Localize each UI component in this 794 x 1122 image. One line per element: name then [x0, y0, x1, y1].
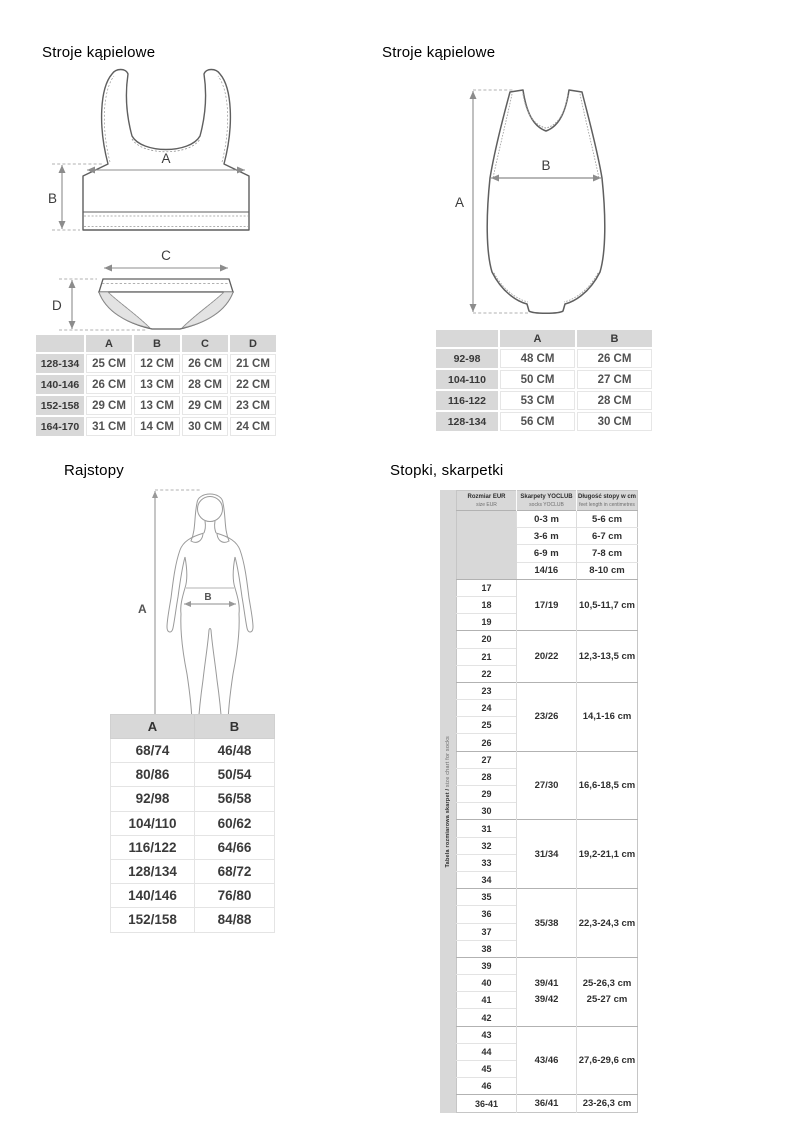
measurement-cell: 28 CM — [182, 375, 228, 394]
header-row — [457, 491, 638, 511]
yoclub-size-cell: 0-3 m — [517, 511, 577, 528]
size-eur-cell: 38 — [457, 940, 517, 957]
dim-label-a: A — [138, 602, 147, 616]
size-cell: 128/134 — [111, 859, 195, 883]
tights-size-table — [110, 714, 275, 933]
size-cell: 60/62 — [195, 811, 275, 835]
yoclub-size-cell: 14/16 — [517, 562, 577, 579]
size-eur-cell: 40 — [457, 975, 517, 992]
foot-length-cell: 19,2-21,1 cm — [577, 820, 638, 889]
column-header: B — [195, 715, 275, 739]
yoclub-size-cell — [517, 957, 577, 1026]
foot-length-cell: 5-6 cm — [577, 511, 638, 528]
size-eur-cell: 32 — [457, 837, 517, 854]
column-header: A — [111, 715, 195, 739]
column-header — [457, 491, 517, 511]
column-header-en: size EUR — [476, 501, 497, 508]
yoclub-size-line: 39/41 — [534, 977, 559, 989]
measurement-cell: 56 CM — [500, 412, 575, 431]
table-row — [457, 682, 638, 699]
size-eur-cell — [457, 511, 517, 580]
measurement-cell: 21 CM — [230, 354, 276, 373]
foot-length-stack — [577, 958, 637, 1026]
size-cell: 76/80 — [195, 884, 275, 908]
size-range-cell: 152-158 — [36, 396, 84, 415]
yoclub-size-line: 39/42 — [534, 993, 559, 1005]
size-eur-cell: 17 — [457, 579, 517, 596]
column-header: B — [134, 335, 180, 352]
foot-length-cell: 12,3-13,5 cm — [577, 631, 638, 683]
column-header-pl: Długość stopy w cm — [578, 494, 637, 500]
measurement-cell: 25 CM — [86, 354, 132, 373]
column-header-pl: Rozmiar EUR — [467, 494, 506, 500]
dim-label-a: A — [455, 195, 465, 210]
column-header: B — [577, 330, 652, 347]
table-row — [457, 957, 638, 974]
size-eur-cell: 43 — [457, 1026, 517, 1043]
measurement-cell: 29 CM — [86, 396, 132, 415]
measurement-cell: 13 CM — [134, 375, 180, 394]
foot-length-cell: 16,6-18,5 cm — [577, 751, 638, 820]
size-eur-cell: 24 — [457, 700, 517, 717]
size-cell: 50/54 — [195, 763, 275, 787]
size-cell: 84/88 — [195, 908, 275, 932]
column-header-en: socks YOCLUB — [529, 501, 564, 508]
measurement-cell: 29 CM — [182, 396, 228, 415]
size-eur-cell: 22 — [457, 665, 517, 682]
size-eur-cell: 39 — [457, 957, 517, 974]
foot-length-cell: 23-26,3 cm — [577, 1095, 638, 1112]
socks-side-strip — [440, 490, 456, 1113]
foot-length-cell — [577, 957, 638, 1026]
size-eur-cell: 19 — [457, 614, 517, 631]
header-row — [36, 335, 276, 352]
size-range-cell: 140-146 — [36, 375, 84, 394]
size-range-cell: 104-110 — [436, 370, 498, 389]
table-row — [111, 884, 275, 908]
table-row — [457, 1095, 638, 1112]
measurement-cell: 14 CM — [134, 417, 180, 436]
yoclub-size-cell: 36/41 — [517, 1095, 577, 1112]
tights-figure-diagram — [118, 484, 283, 740]
foot-length-cell: 14,1-16 cm — [577, 682, 638, 751]
foot-length-cell: 8-10 cm — [577, 562, 638, 579]
header-row — [436, 330, 652, 347]
column-header-en: feet length in centimetres — [579, 501, 635, 508]
table-row — [457, 820, 638, 837]
measurement-cell: 26 CM — [86, 375, 132, 394]
table-row — [457, 511, 638, 528]
section-title-tights: Rajstopy — [64, 462, 124, 479]
size-eur-cell: 18 — [457, 596, 517, 613]
table-row — [457, 579, 638, 596]
measurement-cell: 22 CM — [230, 375, 276, 394]
size-cell: 46/48 — [195, 739, 275, 763]
yoclub-size-cell: 20/22 — [517, 631, 577, 683]
yoclub-size-stack — [517, 958, 576, 1026]
table-row — [436, 412, 652, 431]
size-range-cell: 128-134 — [436, 412, 498, 431]
size-eur-cell: 42 — [457, 1009, 517, 1026]
table-row — [111, 787, 275, 811]
bikini-bottom-band — [99, 279, 233, 292]
section-title-bikini: Stroje kąpielowe — [42, 44, 156, 61]
measurement-cell: 28 CM — [577, 391, 652, 410]
table-row — [436, 370, 652, 389]
bikini-size-table — [34, 333, 278, 438]
size-eur-cell: 20 — [457, 631, 517, 648]
size-cell: 64/66 — [195, 835, 275, 859]
size-eur-cell: 41 — [457, 992, 517, 1009]
table-row — [111, 859, 275, 883]
measurement-cell: 30 CM — [182, 417, 228, 436]
size-cell: 140/146 — [111, 884, 195, 908]
size-eur-cell: 34 — [457, 871, 517, 888]
dim-label-c: C — [161, 248, 171, 263]
foot-length-cell: 10,5-11,7 cm — [577, 579, 638, 631]
table-row — [111, 763, 275, 787]
size-cell: 92/98 — [111, 787, 195, 811]
section-title-socks: Stopki, skarpetki — [390, 462, 504, 479]
table-row — [111, 739, 275, 763]
size-cell: 116/122 — [111, 835, 195, 859]
table-row — [436, 349, 652, 368]
foot-length-line: 25-26,3 cm — [582, 977, 632, 989]
dim-label-b: B — [204, 592, 212, 603]
onepiece-diagram — [425, 66, 660, 326]
size-eur-cell: 45 — [457, 1061, 517, 1078]
dim-label-b: B — [541, 158, 551, 173]
size-eur-cell: 23 — [457, 682, 517, 699]
table-row — [36, 417, 276, 436]
measurement-cell: 48 CM — [500, 349, 575, 368]
size-cell: 56/58 — [195, 787, 275, 811]
size-eur-cell: 30 — [457, 803, 517, 820]
size-cell: 104/110 — [111, 811, 195, 835]
foot-length-cell: 7-8 cm — [577, 545, 638, 562]
socks-side-label: Tabela rozmiarowa skarpet / size chart for socks — [445, 735, 451, 868]
dim-label-a: A — [161, 151, 171, 166]
measurement-cell: 26 CM — [577, 349, 652, 368]
corner-cell — [436, 330, 498, 347]
size-cell: 68/74 — [111, 739, 195, 763]
size-eur-cell: 44 — [457, 1043, 517, 1060]
yoclub-size-cell: 6-9 m — [517, 545, 577, 562]
socks-size-table — [456, 490, 638, 1113]
column-header — [517, 491, 577, 511]
size-eur-cell: 46 — [457, 1078, 517, 1095]
size-cell: 152/158 — [111, 908, 195, 932]
yoclub-size-cell: 31/34 — [517, 820, 577, 889]
column-header: A — [86, 335, 132, 352]
measurement-cell: 23 CM — [230, 396, 276, 415]
size-eur-cell: 27 — [457, 751, 517, 768]
table-row — [436, 391, 652, 410]
yoclub-size-cell: 17/19 — [517, 579, 577, 631]
size-range-cell: 116-122 — [436, 391, 498, 410]
table-row — [457, 1026, 638, 1043]
size-cell: 80/86 — [111, 763, 195, 787]
size-eur-cell: 36 — [457, 906, 517, 923]
yoclub-size-cell: 43/46 — [517, 1026, 577, 1095]
foot-length-cell: 6-7 cm — [577, 528, 638, 545]
table-row — [36, 396, 276, 415]
yoclub-size-cell: 27/30 — [517, 751, 577, 820]
table-row — [111, 908, 275, 932]
measurement-cell: 30 CM — [577, 412, 652, 431]
socks-size-table-wrap — [440, 490, 638, 1113]
size-range-cell: 128-134 — [36, 354, 84, 373]
size-eur-cell: 37 — [457, 923, 517, 940]
measurement-cell: 26 CM — [182, 354, 228, 373]
measurement-cell: 24 CM — [230, 417, 276, 436]
column-header — [577, 491, 638, 511]
bikini-top-outline — [83, 70, 249, 231]
size-eur-cell: 31 — [457, 820, 517, 837]
column-header: A — [500, 330, 575, 347]
measurement-cell: 31 CM — [86, 417, 132, 436]
yoclub-size-cell: 23/26 — [517, 682, 577, 751]
size-eur-cell: 25 — [457, 717, 517, 734]
foot-length-cell: 27,6-29,6 cm — [577, 1026, 638, 1095]
size-range-cell: 164-170 — [36, 417, 84, 436]
foot-length-line: 25-27 cm — [586, 993, 628, 1005]
size-eur-cell: 28 — [457, 768, 517, 785]
size-eur-cell: 36-41 — [457, 1095, 517, 1112]
table-row — [36, 375, 276, 394]
measurement-cell: 53 CM — [500, 391, 575, 410]
measurement-cell: 13 CM — [134, 396, 180, 415]
size-eur-cell: 33 — [457, 854, 517, 871]
corner-cell — [36, 335, 84, 352]
size-eur-cell: 29 — [457, 786, 517, 803]
onepiece-size-table — [434, 328, 654, 433]
size-eur-cell: 35 — [457, 889, 517, 906]
column-header-pl: Skarpety YOCLUB — [520, 494, 573, 500]
yoclub-size-cell: 35/38 — [517, 889, 577, 958]
column-header: D — [230, 335, 276, 352]
dim-label-b: B — [48, 191, 58, 206]
table-row — [457, 631, 638, 648]
measurement-cell: 27 CM — [577, 370, 652, 389]
dim-label-d: D — [52, 298, 62, 313]
foot-length-cell: 22,3-24,3 cm — [577, 889, 638, 958]
size-eur-cell: 21 — [457, 648, 517, 665]
onepiece-outline — [487, 90, 605, 313]
yoclub-size-cell: 3-6 m — [517, 528, 577, 545]
table-row — [36, 354, 276, 373]
table-row — [457, 751, 638, 768]
size-eur-cell: 26 — [457, 734, 517, 751]
table-row — [111, 835, 275, 859]
table-row — [457, 889, 638, 906]
column-header: C — [182, 335, 228, 352]
size-range-cell: 92-98 — [436, 349, 498, 368]
size-cell: 68/72 — [195, 859, 275, 883]
measurement-cell: 12 CM — [134, 354, 180, 373]
section-title-onepiece: Stroje kąpielowe — [382, 44, 496, 61]
bikini-diagram — [46, 64, 286, 332]
table-row — [111, 811, 275, 835]
measurement-cell: 50 CM — [500, 370, 575, 389]
header-row — [111, 715, 275, 739]
